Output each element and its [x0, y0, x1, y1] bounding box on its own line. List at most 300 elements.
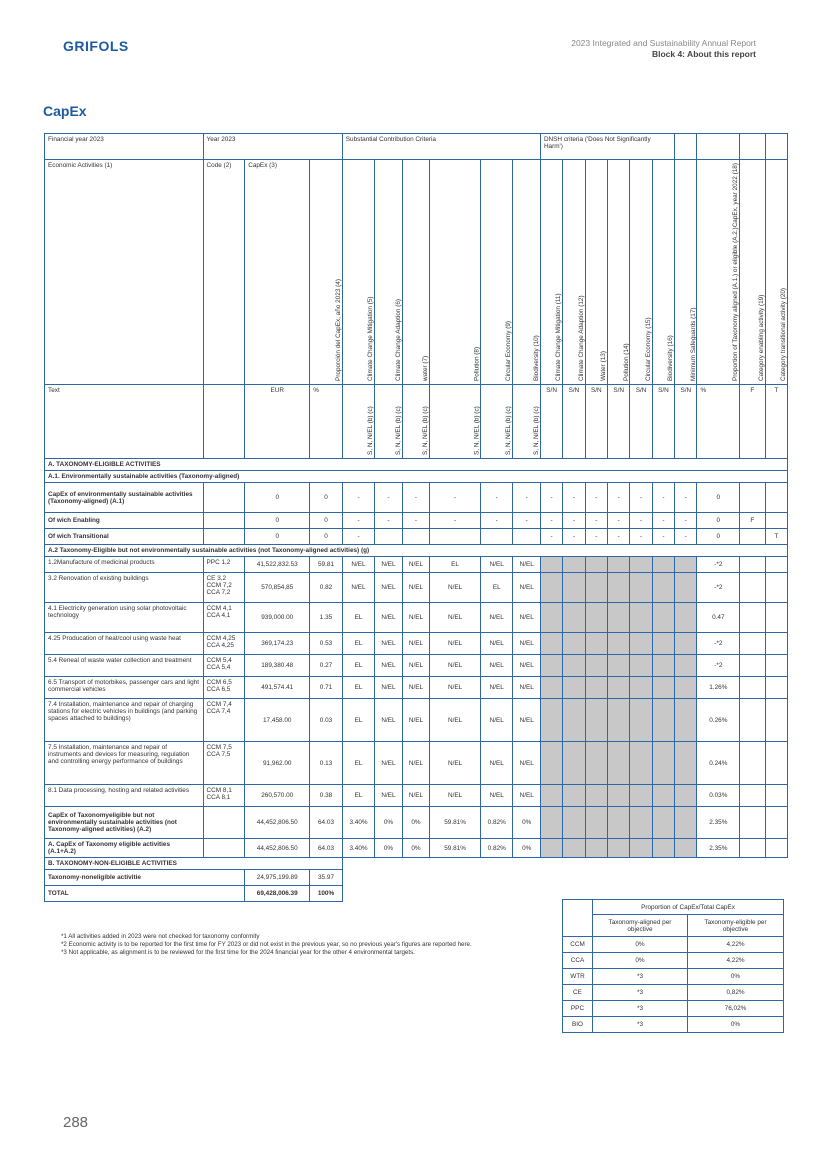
sc-value: N/EL	[375, 557, 402, 573]
sc-value: EL	[342, 699, 375, 742]
proportion-value: 0.71	[310, 677, 343, 699]
dnsh-value: -	[540, 483, 562, 513]
capex-value: 0	[245, 483, 310, 513]
activity-name: TOTAL	[45, 886, 245, 902]
economic-activities-header: Economic Activities (1)	[45, 160, 204, 385]
col18-value: 0.03%	[697, 785, 740, 807]
sc-value: N/EL	[480, 785, 513, 807]
sc-value: N/EL	[430, 742, 481, 785]
dnsh-value: -	[585, 483, 607, 513]
eligible-value: 0%	[688, 1017, 784, 1033]
aligned-value: *3	[593, 1017, 688, 1033]
dnsh-shaded	[675, 785, 697, 807]
proportion-value: 59.81	[310, 557, 343, 573]
dnsh-shaded	[563, 699, 585, 742]
col18-value: 0.47	[697, 603, 740, 633]
sc-value: N/EL	[402, 655, 429, 677]
sn-unit: S/N	[608, 385, 630, 459]
col18-header: Proportion of Taxonomy aligned (A.1.) or eligible (A.2.)CapEx, year 2022 (18)	[697, 160, 740, 385]
sc-value: 0%	[513, 839, 540, 858]
dnsh-shaded	[608, 807, 630, 839]
col16-header: Biodiversity (16)	[652, 160, 674, 385]
col18-value: -*2	[697, 573, 740, 603]
dnsh-shaded	[652, 785, 674, 807]
sc-value: EL	[430, 557, 481, 573]
dnsh-shaded	[608, 785, 630, 807]
dnsh-shaded	[563, 557, 585, 573]
sc-value: -	[480, 483, 513, 513]
sn-unit: S, N, N/EL (b) (c)	[430, 385, 481, 459]
dnsh-shaded	[540, 557, 562, 573]
col6-header: Climate Change Adaption (6)	[375, 160, 402, 385]
sc-value: 59.81%	[430, 839, 481, 858]
sc-value: -	[375, 483, 402, 513]
dnsh-shaded	[608, 573, 630, 603]
col18-value: -*2	[697, 633, 740, 655]
sc-value: N/EL	[513, 785, 540, 807]
sc-value: EL	[342, 633, 375, 655]
dnsh-value: -	[652, 529, 674, 545]
dnsh-value: -	[652, 483, 674, 513]
col18-value: -*2	[697, 655, 740, 677]
proportion-value: 1.35	[310, 603, 343, 633]
dnsh-shaded	[540, 839, 562, 858]
code-line: CCM 4,1	[206, 605, 232, 612]
grifols-logo: GRIFOLS	[63, 38, 129, 54]
objective-code: PPC	[563, 1001, 593, 1017]
code-value	[203, 633, 245, 655]
proportion-value: 0	[310, 483, 343, 513]
sc-value: -	[375, 513, 402, 529]
proportion-title: Proportion of CapEx/Total CapEx	[593, 900, 784, 915]
transitional-value: T	[765, 529, 787, 545]
capex-value: 91,962.00	[245, 742, 310, 785]
table-row	[45, 633, 788, 655]
substantial-contribution-header: Substantial Contribution Criteria	[342, 134, 540, 160]
page-title: CapEx	[43, 103, 87, 119]
dnsh-shaded	[540, 603, 562, 633]
sn-unit: S, N, N/EL (b) (c)	[402, 385, 429, 459]
report-title: 2023 Integrated and Sustainability Annual Report	[571, 38, 756, 48]
proportion-row	[563, 1017, 784, 1033]
sc-value: N/EL	[402, 573, 429, 603]
sc-value: N/EL	[375, 742, 402, 785]
sn-unit: S, N, N/EL (b) (c)	[375, 385, 402, 459]
dnsh-shaded	[585, 785, 607, 807]
dnsh-value: -	[608, 513, 630, 529]
sc-value: N/EL	[430, 603, 481, 633]
table-row	[45, 699, 788, 742]
sc-value: 59.81%	[430, 807, 481, 839]
table-row	[45, 785, 788, 807]
proportion-value: 100%	[310, 886, 343, 902]
capex-value: 44,452,806.50	[245, 807, 310, 839]
objective-code: BIO	[563, 1017, 593, 1033]
sc-value: 0.82%	[480, 807, 513, 839]
sn-unit: S/N	[630, 385, 652, 459]
proportion-table	[562, 899, 784, 1033]
sc-value: N/EL	[513, 655, 540, 677]
sn-unit: S/N	[652, 385, 674, 459]
code-value	[203, 677, 245, 699]
sc-value: N/EL	[430, 785, 481, 807]
table-row	[45, 529, 788, 545]
eligible-value: 4,22%	[688, 953, 784, 969]
sc-value: N/EL	[513, 742, 540, 785]
code-line: CCM 5,4	[206, 657, 232, 664]
dnsh-value: -	[652, 513, 674, 529]
capex-value: 24,975,199.89	[245, 870, 310, 886]
dnsh-value: -	[675, 513, 697, 529]
dnsh-shaded	[563, 573, 585, 603]
objective-code: CE	[563, 985, 593, 1001]
sn-unit: S, N, N/EL (b) (c)	[480, 385, 513, 459]
sc-value	[375, 529, 402, 545]
activity-name: Of wich Enabling	[45, 513, 204, 529]
activity-name: Taxonomy-noneligible activitie	[45, 870, 245, 886]
objective-code: WTR	[563, 969, 593, 985]
table-row	[45, 513, 788, 529]
sc-value: -	[342, 529, 375, 545]
dnsh-value: -	[540, 529, 562, 545]
dnsh-shaded	[652, 557, 674, 573]
sc-value: 0%	[513, 807, 540, 839]
dnsh-shaded	[652, 677, 674, 699]
proportion-value: 0	[310, 529, 343, 545]
sc-value: N/EL	[402, 603, 429, 633]
sc-value: -	[402, 513, 429, 529]
sc-value: EL	[480, 573, 513, 603]
capex-value: 939,000.00	[245, 603, 310, 633]
sc-value: N/EL	[480, 633, 513, 655]
table-row	[45, 655, 788, 677]
activity-name: 5.4 Reneal of waste water collection and treatment	[45, 655, 204, 677]
capex-value: 69,428,006.39	[245, 886, 310, 902]
report-header	[571, 38, 756, 60]
col13-header: Water (13)	[585, 160, 607, 385]
dnsh-shaded	[585, 573, 607, 603]
activity-name: 7.4 Installation, maintenance and repair of charging stations for electric vehicles in buildings (and parking spaces attached to buildings)	[45, 699, 204, 742]
dnsh-shaded	[675, 573, 697, 603]
sc-value: N/EL	[375, 573, 402, 603]
dnsh-shaded	[563, 785, 585, 807]
capex-value: 0	[245, 529, 310, 545]
sc-value: N/EL	[430, 633, 481, 655]
sc-value: 0%	[402, 839, 429, 858]
sc-value: N/EL	[480, 699, 513, 742]
dnsh-shaded	[585, 839, 607, 858]
code-line: CCM 7,2	[206, 582, 232, 589]
enabling-value	[740, 483, 765, 513]
code-value	[203, 785, 245, 807]
col18-value: 0	[697, 529, 740, 545]
dnsh-shaded	[563, 655, 585, 677]
footnote: *2 Economic activity is to be reported for the first time for FY 2023 or did not exist in the previous year, so no previous year's figures are reported here.	[61, 941, 472, 948]
dnsh-shaded	[608, 633, 630, 655]
table-row	[45, 603, 788, 633]
col15-header: Circular Economy (15)	[630, 160, 652, 385]
dnsh-shaded	[652, 573, 674, 603]
footnote: *1 All activities added in 2023 were not checked for taxonomy conformity	[61, 933, 260, 940]
sc-value	[480, 529, 513, 545]
dnsh-shaded	[540, 655, 562, 677]
eligible-value: 0,82%	[688, 985, 784, 1001]
code-line: CCA 8,1	[206, 794, 231, 801]
code-value	[203, 655, 245, 677]
sc-value: EL	[342, 677, 375, 699]
dnsh-shaded	[630, 677, 652, 699]
sc-value: N/EL	[430, 699, 481, 742]
col9-header: Circular Economy (9)	[480, 160, 513, 385]
dnsh-shaded	[563, 839, 585, 858]
text-unit: Text	[45, 385, 204, 459]
enabling-value	[740, 529, 765, 545]
dnsh-shaded	[652, 603, 674, 633]
dnsh-shaded	[652, 742, 674, 785]
dnsh-header: DNSH criteria ('Does Not Significantly Harm')	[540, 134, 674, 160]
sc-value: N/EL	[513, 633, 540, 655]
section-a1: A.1. Environmentally sustainable activities (Taxonomy-aligned)	[45, 471, 788, 483]
dnsh-shaded	[652, 699, 674, 742]
col11-header: Climate Change Mitigation (11)	[540, 160, 562, 385]
eur-unit: EUR	[245, 385, 310, 459]
sc-value: -	[430, 513, 481, 529]
eligible-value: 76,02%	[688, 1001, 784, 1017]
sc-value: N/EL	[513, 699, 540, 742]
capex-value: 189,380.48	[245, 655, 310, 677]
proportion-row	[563, 1001, 784, 1017]
proportion-row	[563, 953, 784, 969]
sc-value: N/EL	[513, 677, 540, 699]
table-row	[45, 483, 788, 513]
col18-value: 0.24%	[697, 742, 740, 785]
aligned-value: *3	[593, 1001, 688, 1017]
col18-value: 0.26%	[697, 699, 740, 742]
code-line: CCM 8,1	[206, 787, 232, 794]
dnsh-shaded	[608, 742, 630, 785]
activity-name: CapEx of Taxonomyeligible but not environmentally sustainable activities (not Taxonomy-aligned activities) (A.2)	[45, 807, 204, 839]
dnsh-shaded	[630, 785, 652, 807]
dnsh-shaded	[630, 742, 652, 785]
sn-unit: S, N, N/EL (b) (c)	[513, 385, 540, 459]
code-header: Code (2)	[203, 160, 245, 385]
section-a2: A.2 Taxonomy-Eligible but not environmentally sustainable activities (not Taxonomy-aligned activities) (g)	[45, 545, 788, 557]
transitional-value	[765, 483, 787, 513]
capex-header: CapEx (3)	[245, 160, 310, 385]
pct-unit: %	[310, 385, 343, 459]
dnsh-shaded	[675, 557, 697, 573]
total-row	[45, 839, 788, 858]
dnsh-shaded	[585, 699, 607, 742]
code-line: CCM 4,25	[206, 635, 236, 642]
proportion-value: 35.97	[310, 870, 343, 886]
code-line: CCM 6,5	[206, 679, 232, 686]
aligned-value: 0%	[593, 953, 688, 969]
dnsh-shaded	[563, 742, 585, 785]
dnsh-value: -	[585, 529, 607, 545]
dnsh-value: -	[630, 529, 652, 545]
dnsh-shaded	[585, 677, 607, 699]
code-value	[203, 603, 245, 633]
sn-unit: S/N	[540, 385, 562, 459]
proportion-header: Proporción del CapEx, año 2023 (4)	[310, 160, 343, 385]
col18-value: 0	[697, 513, 740, 529]
sc-value: EL	[342, 742, 375, 785]
proportion-row	[563, 985, 784, 1001]
sn-unit: S/N	[563, 385, 585, 459]
proportion-row	[563, 937, 784, 953]
col10-header: Biodiversity (10)	[513, 160, 540, 385]
sc-value: EL	[342, 603, 375, 633]
table-row	[45, 573, 788, 603]
dnsh-shaded	[608, 699, 630, 742]
table-row	[45, 677, 788, 699]
dnsh-shaded	[652, 807, 674, 839]
sc-value: N/EL	[480, 655, 513, 677]
col18-value: -*2	[697, 557, 740, 573]
proportion-value: 0.03	[310, 699, 343, 742]
sn-unit: S/N	[675, 385, 697, 459]
sc-value: N/EL	[430, 677, 481, 699]
activity-name: 6.5 Transport of motorbikes, passenger cars and light commercial vehicles	[45, 677, 204, 699]
dnsh-shaded	[563, 603, 585, 633]
dnsh-shaded	[540, 807, 562, 839]
aligned-value: 0%	[593, 937, 688, 953]
proportion-value: 64.03	[310, 807, 343, 839]
sc-value: N/EL	[513, 557, 540, 573]
activity-name: 4.25 Producation of heat/cool using waste heat	[45, 633, 204, 655]
sc-value: EL	[342, 655, 375, 677]
dnsh-value: -	[540, 513, 562, 529]
code-line: CE 3,2	[206, 575, 227, 582]
block-title: Block 4: About this report	[651, 49, 756, 59]
dnsh-shaded	[630, 633, 652, 655]
t-unit: T	[765, 385, 787, 459]
col18-value: 2.35%	[697, 807, 740, 839]
sc-value: -	[342, 513, 375, 529]
code-line: PPC 1,2	[206, 559, 231, 566]
footnotes	[61, 933, 472, 957]
sc-value: 0%	[402, 807, 429, 839]
sc-value: 0.82%	[480, 839, 513, 858]
sc-value: N/EL	[402, 742, 429, 785]
code-value	[203, 807, 245, 839]
capex-table	[44, 133, 788, 902]
dnsh-value: -	[630, 513, 652, 529]
code-line: CCA 7,5	[206, 751, 231, 758]
dnsh-shaded	[540, 677, 562, 699]
aligned-value: *3	[593, 969, 688, 985]
sc-value: N/EL	[375, 603, 402, 633]
table-row	[45, 742, 788, 785]
proportion-value: 64.03	[310, 839, 343, 858]
sc-value: N/EL	[513, 573, 540, 603]
sc-value: 0%	[375, 839, 402, 858]
capex-value: 491,574.41	[245, 677, 310, 699]
dnsh-shaded	[608, 655, 630, 677]
eligible-value: 4,22%	[688, 937, 784, 953]
dnsh-shaded	[675, 633, 697, 655]
sc-value: 3.40%	[342, 839, 375, 858]
dnsh-value: -	[563, 483, 585, 513]
col19-header: Category enabling activity (19)	[740, 160, 765, 385]
sc-value: -	[402, 483, 429, 513]
activity-name: 8.1 Data processing, hosting and related activities	[45, 785, 204, 807]
dnsh-shaded	[585, 633, 607, 655]
activity-name: Of wich Transitional	[45, 529, 204, 545]
dnsh-shaded	[630, 655, 652, 677]
dnsh-shaded	[540, 573, 562, 603]
dnsh-value: -	[675, 483, 697, 513]
subtotal-row	[45, 807, 788, 839]
sn-unit: S, N, N/EL (b) (c)	[342, 385, 375, 459]
dnsh-shaded	[675, 839, 697, 858]
sc-value: EL	[342, 785, 375, 807]
sc-value: N/EL	[513, 603, 540, 633]
capex-value: 260,570.00	[245, 785, 310, 807]
sc-value: N/EL	[480, 742, 513, 785]
sc-value: N/EL	[480, 603, 513, 633]
col7-header: water (7)	[402, 160, 429, 385]
col18-value: 0	[697, 483, 740, 513]
section-b: B. TAXONOMY-NON-ELIGIBLE ACTIVITIES	[45, 858, 343, 870]
sc-value: N/EL	[480, 557, 513, 573]
col8-header: Pollution (8)	[430, 160, 481, 385]
dnsh-shaded	[563, 633, 585, 655]
dnsh-value: -	[675, 529, 697, 545]
sc-value: 0%	[375, 807, 402, 839]
code-line: CCA 4,1	[206, 612, 231, 619]
capex-value: 44,452,806.50	[245, 839, 310, 858]
dnsh-shaded	[630, 603, 652, 633]
sc-value: N/EL	[480, 677, 513, 699]
enabling-value: F	[740, 513, 765, 529]
dnsh-shaded	[608, 557, 630, 573]
col17-header: Minimum Safeguards (17)	[675, 160, 697, 385]
dnsh-shaded	[675, 603, 697, 633]
dnsh-shaded	[630, 573, 652, 603]
col14-header: Pollution (14)	[608, 160, 630, 385]
proportion-value: 0.27	[310, 655, 343, 677]
code-value	[203, 742, 245, 785]
sc-value: 3.40%	[342, 807, 375, 839]
sn-unit: S/N	[585, 385, 607, 459]
col5-header: Climate Change Mitigation (5)	[342, 160, 375, 385]
activity-name: 4.1 Electricity generation using solar photovoltaic technology	[45, 603, 204, 633]
code-line: CCA 7,4	[206, 708, 231, 715]
dnsh-shaded	[652, 839, 674, 858]
dnsh-shaded	[540, 633, 562, 655]
code-value	[203, 557, 245, 573]
dnsh-value: -	[608, 529, 630, 545]
sc-value: N/EL	[342, 573, 375, 603]
code-value	[203, 573, 245, 603]
dnsh-shaded	[675, 655, 697, 677]
dnsh-shaded	[652, 633, 674, 655]
sc-value: N/EL	[375, 677, 402, 699]
sc-value	[513, 529, 540, 545]
code-line: CCM 7,5	[206, 744, 232, 751]
sc-value: -	[342, 483, 375, 513]
aligned-value: *3	[593, 985, 688, 1001]
proportion-value: 0.82	[310, 573, 343, 603]
dnsh-value: -	[585, 513, 607, 529]
col18-value: 2.35%	[697, 839, 740, 858]
capex-value: 570,854,85	[245, 573, 310, 603]
sc-value: -	[430, 483, 481, 513]
eligible-header: Taxonomy-eligible per objective	[688, 915, 784, 937]
dnsh-shaded	[540, 742, 562, 785]
